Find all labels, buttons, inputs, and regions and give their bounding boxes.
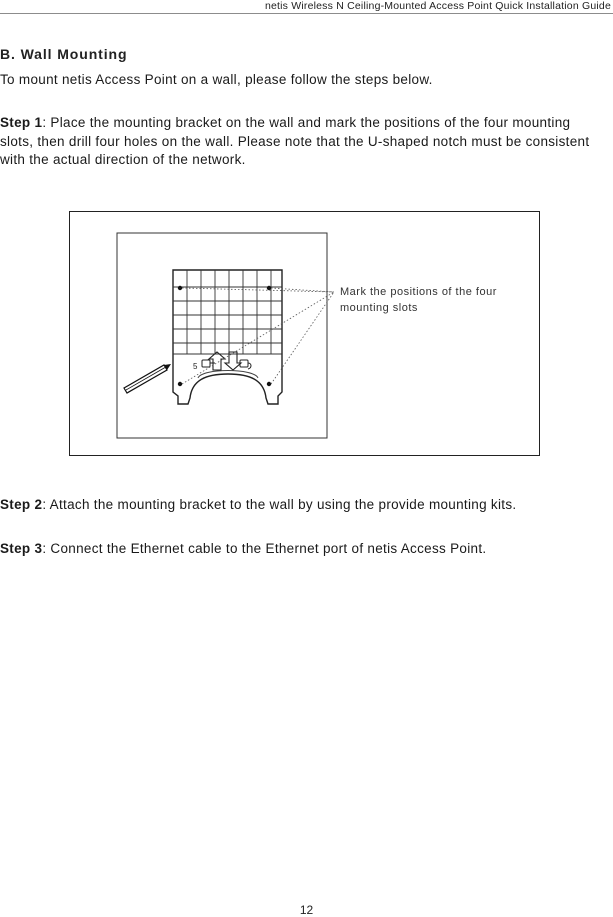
callout-leader-lines (182, 288, 334, 384)
page-number: 12 (299, 903, 314, 917)
wall-panel (117, 233, 327, 438)
section-title: B. Wall Mounting (0, 46, 128, 62)
step-2-label: Step 2 (0, 497, 43, 512)
bracket-illustration (70, 212, 541, 457)
header-divider (0, 13, 613, 14)
step-3 (0, 540, 605, 559)
step-1-text: : Place the mounting bracket on the wall and mark the positions of the four mounting slots, then drill four holes on the wall. Please note that the U-shaped notch must be consistent with the actual direction of the network. (0, 115, 590, 167)
pencil-icon (124, 364, 171, 393)
callout-label (340, 284, 497, 316)
header-title: netis Wireless N Ceiling-Mounted Access Point Quick Installation Guide (264, 0, 611, 12)
mounting-bracket (173, 270, 282, 404)
step-2-text: : Attach the mounting bracket to the wall by using the provide mounting kits. (42, 497, 517, 512)
intro-text: To mount netis Access Point on a wall, please follow the steps below. (0, 72, 433, 87)
step-2 (0, 496, 605, 515)
callout-line-1: Mark the positions of the four (340, 286, 497, 298)
direction-arrows (209, 352, 241, 370)
wall-mount-figure (69, 211, 540, 456)
bracket-mark-label: 5 (193, 362, 198, 371)
step-1 (0, 114, 605, 170)
step-1-label: Step 1 (0, 115, 43, 130)
bracket-grid (173, 270, 282, 354)
step-3-text: : Connect the Ethernet cable to the Ethernet port of netis Access Point. (42, 541, 487, 556)
callout-line-2: mounting slots (340, 302, 418, 314)
step-3-label: Step 3 (0, 541, 43, 556)
